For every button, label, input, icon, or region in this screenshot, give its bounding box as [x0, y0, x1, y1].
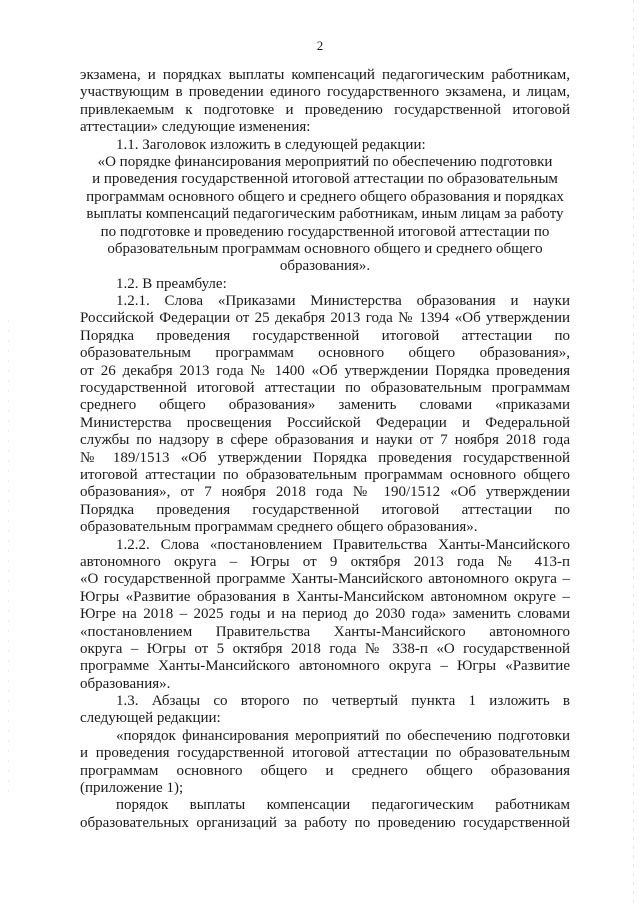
text-line: порядок выплаты компенсации педагогическим работникам	[116, 797, 570, 814]
text-line: автономного округа – Югры от 9 октября 2013 года № 413-п	[80, 553, 570, 570]
text-line: Порядка проведения государственной итоговой аттестации по	[80, 501, 570, 518]
text-line: и проведения государственной итоговой аттестации по образовательным	[92, 171, 558, 188]
page-number: 2	[316, 38, 324, 53]
text-line: образовательным программам основного общего образования»,	[80, 345, 570, 362]
text-line: № 189/1513 «Об утверждении Порядка проведения государственной	[80, 449, 570, 466]
text-line: «постановлением Правительства Ханты-Мансийского автономного	[80, 623, 570, 640]
text-line: (приложение 1);	[80, 780, 184, 797]
text-line: образовательных организаций за работу по проведению государственной	[80, 814, 570, 831]
scan-edge-mark-left	[8, 320, 9, 800]
text-line: образования».	[279, 258, 371, 275]
text-line: следующей редакции:	[80, 710, 221, 727]
text-line: «О государственной программе Ханты-Мансийского автономного округа –	[80, 571, 570, 588]
text-line: Порядка проведения государственной итоговой аттестации по	[80, 327, 570, 344]
text-line: программам основного общего и среднего общего образования и порядках	[86, 188, 564, 205]
text-line: 1.2.2. Слова «постановлением Правительства Ханты-Мансийского	[116, 536, 570, 553]
text-line: программам основного общего и среднего общего образования	[80, 762, 570, 779]
text-line: службы по надзору в сфере образования и науки от 7 ноября 2018 года	[80, 432, 570, 449]
text-line: образовательным программам среднего общего образования».	[80, 519, 478, 536]
text-line: Министерства просвещения Российской Федерации и Федеральной	[80, 414, 570, 431]
text-line: Югры «Развитие образования в Ханты-Мансийском автономном округе –	[80, 588, 570, 605]
scan-edge-mark	[633, 0, 634, 905]
text-line: 1.2.1. Слова «Приказами Министерства образования и науки	[116, 293, 570, 310]
text-line: аттестации» следующие изменения:	[80, 119, 311, 136]
text-line: итоговой аттестации по образовательным программам основного общего	[80, 466, 570, 483]
text-line: «порядок финансирования мероприятий по обеспечению подготовки	[116, 727, 570, 744]
text-line: программе Ханты-Мансийского автономного округа – Югры «Развитие	[80, 658, 570, 675]
text-line: 1.1. Заголовок изложить в следующей редакции:	[116, 136, 426, 153]
text-line: «О порядке финансирования мероприятий по обеспечению подготовки	[97, 153, 553, 170]
text-line: экзамена, и порядках выплаты компенсаций педагогическим работникам,	[80, 67, 570, 83]
text-line: 1.2. В преамбуле:	[116, 275, 227, 292]
text-line: государственной итоговой аттестации по образовательным программам	[80, 380, 570, 397]
text-line: Югре на 2018 – 2025 годы и на период до 2030 года» заменить словами	[80, 606, 570, 623]
text-line: и проведения государственной итоговой аттестации по образовательным	[80, 745, 570, 762]
text-line: образования», от 7 ноября 2018 года № 190/1512 «Об утверждении	[80, 484, 570, 501]
text-line: по подготовке и проведению государственной итоговой аттестации по	[100, 223, 550, 240]
text-line: от 26 декабря 2013 года № 1400 «Об утверждении Порядка проведения	[80, 362, 570, 379]
text-line: среднего общего образования» заменить словами «приказами	[80, 397, 570, 414]
text-line: округа – Югры от 5 октября 2018 года № 338-п «О государственной	[80, 640, 570, 657]
text-line: участвующим в проведении единого государственного экзамена, и лицам,	[80, 84, 570, 101]
text-line: 1.3. Абзацы со второго по четвертый пункта 1 изложить в	[116, 693, 570, 710]
text-line: образования».	[80, 675, 171, 692]
text-line: образовательным программам основного общего и среднего общего	[107, 240, 543, 257]
document-body	[80, 67, 570, 832]
text-line: выплаты компенсаций педагогическим работникам, иным лицам за работу	[86, 206, 564, 223]
text-line: Российской Федерации от 25 декабря 2013 года № 1394 «Об утверждении	[80, 310, 570, 327]
text-line: привлекаемым к подготовке и проведению государственной итоговой	[80, 101, 570, 118]
